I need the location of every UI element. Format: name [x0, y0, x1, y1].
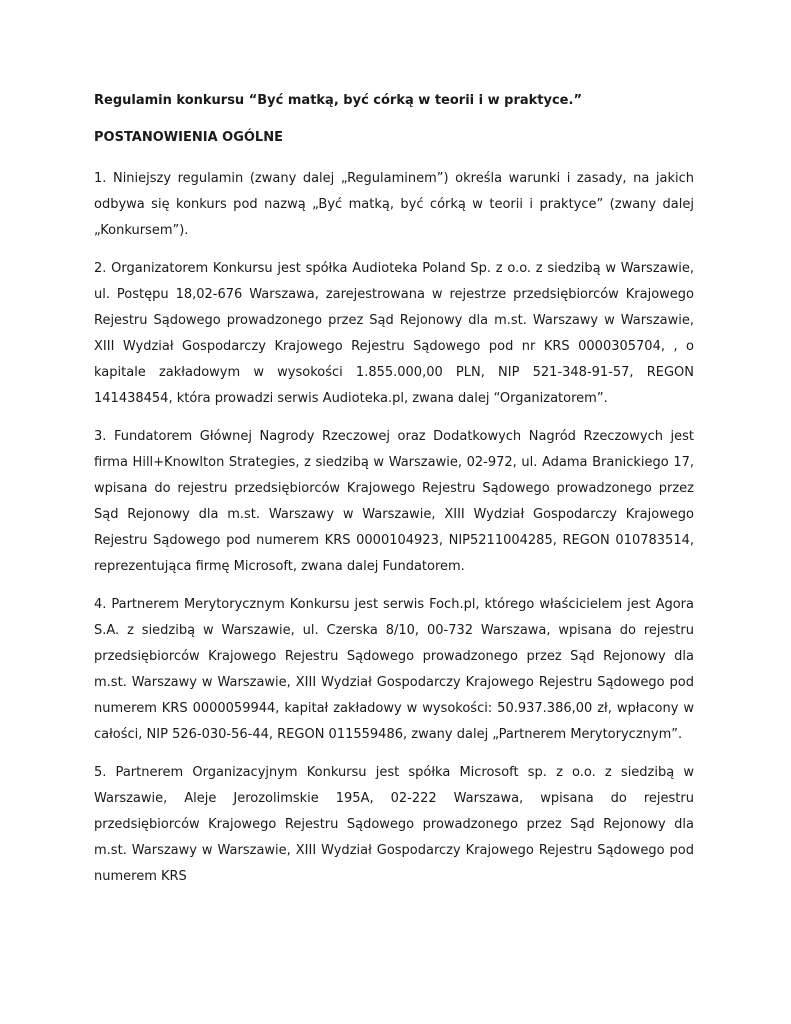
section-heading: POSTANOWIENIA OGÓLNE: [94, 130, 283, 145]
document-title: Regulamin konkursu “Być matką, być córką w teorii i w praktyce.”: [94, 93, 582, 108]
paragraph-2: 2. Organizatorem Konkursu jest spółka Audioteka Poland Sp. z o.o. z siedzibą w Warszawie, ul. Postępu 18,02-676 Warszawa, zarejestrowana w rejestrze przedsiębiorców Krajowego Rejestru Sądowego prowadzonego przez Sąd Rejonowy dla m.st. Warszawy w Warszawie, XIII Wydział Gospodarczy Krajowego Rejestru Sądowego pod nr KRS 0000305704, , o kapitale zakładowym w wysokości 1.855.000,00 PLN, NIP 521-348-91-57, REGON 141438454, która prowadzi serwis Audioteka.pl, zwana dalej “Organizatorem”.: [94, 261, 694, 406]
paragraph-1: 1. Niniejszy regulamin (zwany dalej „Regulaminem”) określa warunki i zasady, na jakich odbywa się konkurs pod nazwą „Być matką, być córką w teorii i praktyce” (zwany dalej „Konkursem”).: [94, 171, 694, 238]
paragraph-5: 5. Partnerem Organizacyjnym Konkursu jest spółka Microsoft sp. z o.o. z siedzibą w Warszawie, Aleje Jerozolimskie 195A, 02-222 Warszawa, wpisana do rejestru przedsiębiorców Krajowego Rejestru Sądowego prowadzonego przez Sąd Rejonowy dla m.st. Warszawy w Warszawie, XIII Wydział Gospodarczy Krajowego Rejestru Sądowego pod numerem KRS: [94, 765, 694, 884]
paragraph-4: 4. Partnerem Merytorycznym Konkursu jest serwis Foch.pl, którego właścicielem jest Agora S.A. z siedzibą w Warszawie, ul. Czerska 8/10, 00-732 Warszawa, wpisana do rejestru przedsiębiorców Krajowego Rejestru Sądowego prowadzonego przez Sąd Rejonowy dla m.st. Warszawy w Warszawie, XIII Wydział Gospodarczy Krajowego Rejestru Sądowego pod numerem KRS 0000059944, kapitał zakładowy w wysokości: 50.937.386,00 zł, wpłacony w całości, NIP 526-030-56-44, REGON 011559486, zwany dalej „Partnerem Merytorycznym”.: [94, 597, 694, 742]
paragraph-3: 3. Fundatorem Głównej Nagrody Rzeczowej oraz Dodatkowych Nagród Rzeczowych jest firma Hill+Knowlton Strategies, z siedzibą w Warszawie, 02-972, ul. Adama Branickiego 17, wpisana do rejestru przedsiębiorców Krajowego Rejestru Sądowego prowadzonego przez Sąd Rejonowy dla m.st. Warszawy w Warszawie, XIII Wydział Gospodarczy Krajowego Rejestru Sądowego pod numerem KRS 0000104923, NIP5211004285, REGON 010783514, reprezentująca firmę Microsoft, zwana dalej Fundatorem.: [94, 429, 694, 574]
